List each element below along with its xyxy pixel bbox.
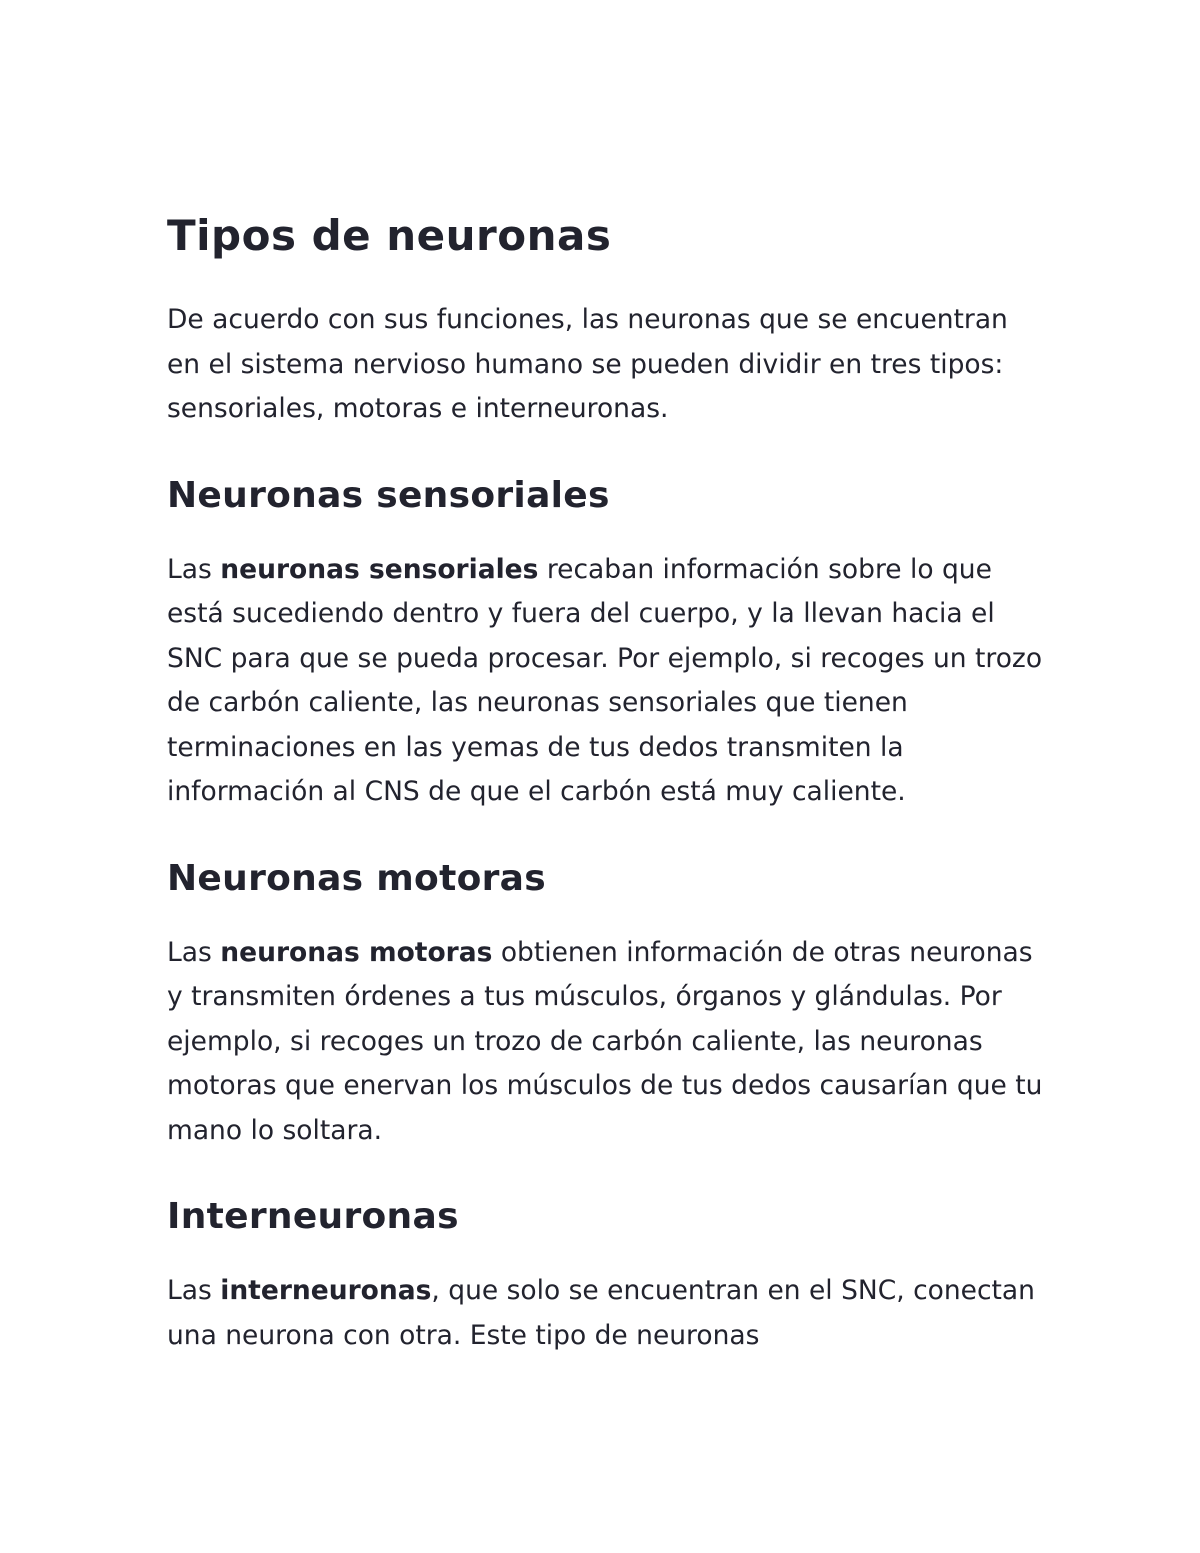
paragraph-rest: recaban información sobre lo que está sucediendo dentro y fuera del cuerpo, y la llevan hacia el SNC para que se pueda procesar. Por ejemplo, si recoges un trozo de carbón caliente, las neuronas sensoriales que tienen terminaciones en las yemas de tus dedos transmiten la información al CNS de que el carbón está muy caliente. [167, 553, 1043, 807]
section-heading-sensoriales: Neuronas sensoriales [167, 474, 610, 516]
section-heading-motoras: Neuronas motoras [167, 857, 547, 899]
paragraph-rest: , que solo se encuentran en el SNC, conectan una neurona con otra. Este tipo de neuronas [167, 1275, 1035, 1351]
section-paragraph-sensoriales [167, 548, 1047, 815]
section-paragraph-interneuronas [167, 1269, 1047, 1358]
paragraph-bold-term: interneuronas [220, 1275, 432, 1306]
paragraph-bold-term: neuronas motoras [220, 936, 493, 968]
section-heading-interneuronas: Interneuronas [167, 1196, 459, 1237]
paragraph-rest: obtienen información de otras neuronas y transmiten órdenes a tus músculos, órganos y glándulas. Por ejemplo, si recoges un trozo de carbón caliente, las neuronas motoras que enervan los músculos de tus dedos causarían que tu mano lo soltara. [167, 936, 1043, 1146]
paragraph-bold-term: neuronas sensoriales [220, 553, 539, 585]
page-title: Tipos de neuronas [167, 211, 612, 260]
paragraph-lead: Las [167, 1275, 221, 1306]
paragraph-lead: Las [167, 936, 221, 968]
intro-paragraph: De acuerdo con sus funciones, las neuronas que se encuentran en el sistema nervioso humano se pueden dividir en tres tipos: sensoriales, motoras e interneuronas. [167, 304, 1008, 424]
document-page [167, 200, 1047, 1358]
paragraph-lead: Las [167, 553, 221, 585]
section-paragraph-motoras [167, 931, 1047, 1154]
